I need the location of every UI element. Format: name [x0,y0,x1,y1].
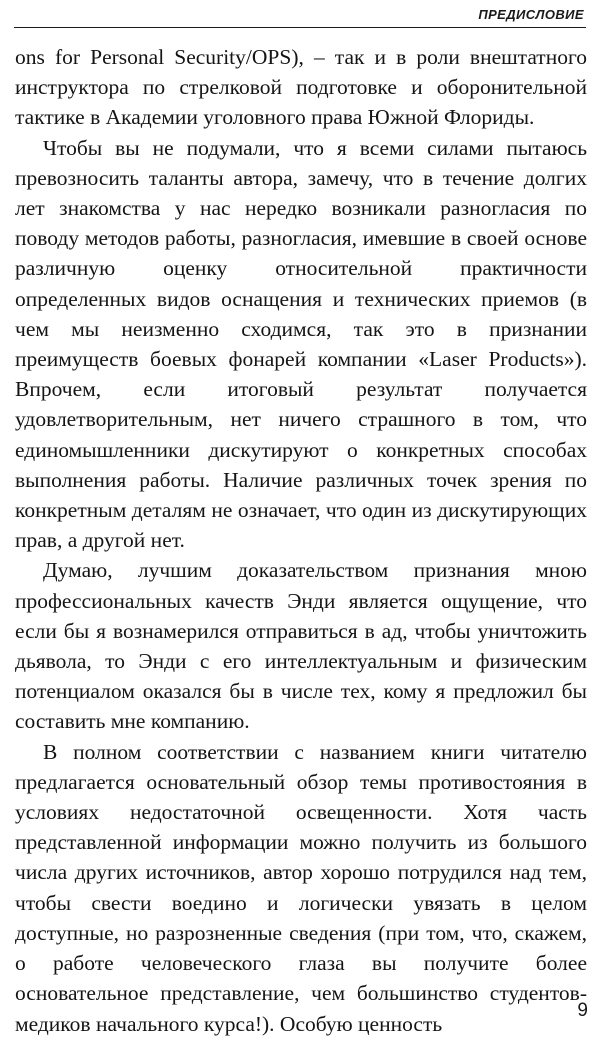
running-header [14,5,586,28]
body-text [15,42,587,1039]
paragraph: Думаю, лучшим доказательством признания мною профессиональных качеств Энди является ощущение, что если бы я вознамерился отправиться в ад, чтобы уничтожить дьявола, то Энди с его интеллектуальным и физическим потенциалом оказался бы в числе тех, кому я предложил бы составить мне компанию. [15,558,587,734]
running-header-title: ПРЕДИСЛОВИЕ [478,7,584,22]
paragraph: Чтобы вы не подумали, что я всеми силами пытаюсь превозносить таланты автора, замечу, что в течение долгих лет знакомства у нас нередко возникали разногласия по поводу методов работы, разногласия, имевшие в своей основе различную оценку относительной практичности определенных видов оснащения и технических приемов (в чем мы неизменно сходимся, так это в признании преимуществ боевых фонарей компании «Laser Products»). Впрочем, если итоговый результат получается удовлетворительным, нет ничего страшного в том, что единомышленники дискутируют о конкретных способах выполнения работы. Наличие различных точек зрения по конкретным деталям не означает, что один из дискутирующих прав, а другой нет. [15,135,587,553]
paragraph: В полном соответствии с названием книги читателю предлагается основательный обзор темы противостояния в условиях недостаточной освещенности. Хотя часть представленной информации можно получить из большого числа других источников, автор хорошо потрудился над тем, чтобы свести воедино и логически увязать в целом доступные, но разрозненные сведения (при том, что, скажем, о работе человеческого глаза вы получите более основательное представление, чем большинство студентов-медиков начального курса!). Особую ценность [15,739,587,1036]
page-number: 9 [577,1000,588,1021]
paragraph-continued: ons for Personal Security/OPS), – так и в роли внештатного инструктора по стрелковой подготовке и оборонительной тактике в Академии уголовного права Южной Флориды. [15,45,587,130]
